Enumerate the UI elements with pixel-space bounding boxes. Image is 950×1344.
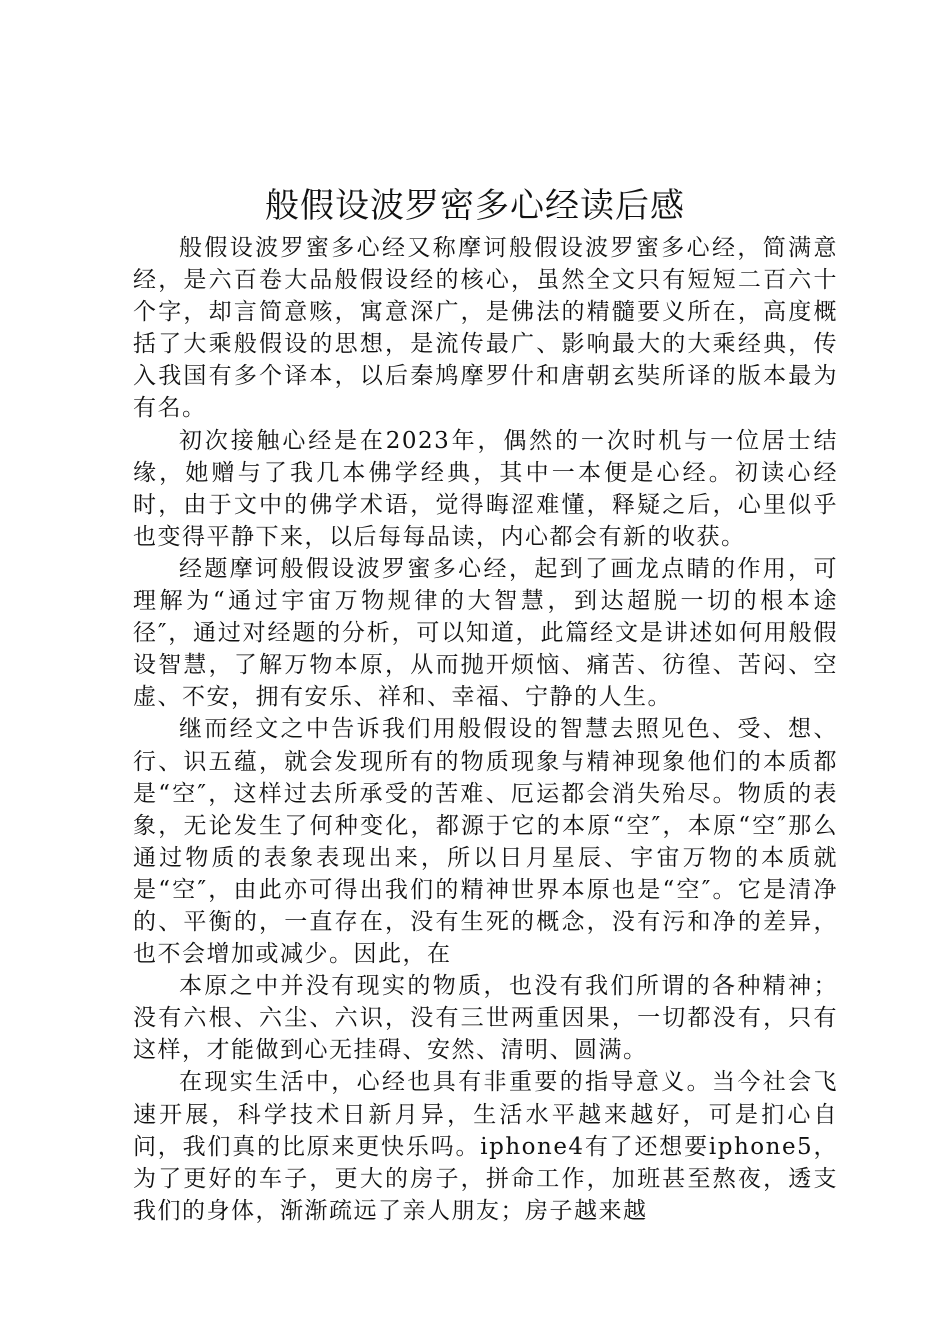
document-body	[133, 232, 838, 1227]
paragraph-3: 经题摩诃般假设波罗蜜多心经，起到了画龙点睛的作用，可理解为“通过宇宙万物规律的大智慧，到达超脱一切的根本途径″，通过对经题的分析，可以知道，此篇经文是讲述如何用般假设智慧，了解万物本原，从而抛开烦恼、痛苦、彷徨、苦闷、空虚、不安，拥有安乐、祥和、幸福、宁静的人生。	[133, 555, 838, 711]
paragraph-6: 在现实生活中，心经也具有非重要的指导意义。当今社会飞速开展，科学技术日新月异，生活水平越来越好，可是扪心自问，我们真的比原来更快乐吗。iphone4有了还想要iphone5，为了更好的车子，更大的房子，拼命工作，加班甚至熬夜，透支我们的身体，渐渐疏远了亲人朋友；房子越来越	[133, 1069, 838, 1224]
paragraph-5: 本原之中并没有现实的物质，也没有我们所谓的各种精神；没有六根、六尘、六识，没有三世两重因果，一切都没有，只有这样，才能做到心无挂碍、安然、清明、圆满。	[133, 973, 838, 1064]
document-title: 般假设波罗密多心经读后感	[265, 186, 685, 226]
paragraph-4: 继而经文之中告诉我们用般假设的智慧去照见色、受、想、行、识五蕴，就会发现所有的物质现象与精神现象他们的本质都是“空″，这样过去所承受的苦难、厄运都会消失殆尽。物质的表象，无论发生了何种变化，都源于它的本原“空″，本原“空″那么通过物质的表象表现出来，所以日月星辰、宇宙万物的本质就是“空″，由此亦可得出我们的精神世界本原也是“空″。它是清净的、平衡的，一直存在，没有生死的概念，没有污和净的差异，也不会增加或减少。因此，在	[133, 716, 838, 968]
paragraph-2: 初次接触心经是在2023年，偶然的一次时机与一位居士结缘，她赠与了我几本佛学经典，其中一本便是心经。初读心经时，由于文中的佛学术语，觉得晦涩难懂，释疑之后，心里似乎也变得平静下来，以后每每品读，内心都会有新的收获。	[133, 427, 838, 550]
paragraph-1: 般假设波罗蜜多心经又称摩诃般假设波罗蜜多心经，简满意经，是六百卷大品般假设经的核心，虽然全文只有短短二百六十个字，却言简意赅，寓意深广，是佛法的精髓要义所在，高度概括了大乘般假设的思想，是流传最广、影响最大的大乘经典，传入我国有多个译本，以后秦鸠摩罗什和唐朝玄奘所译的版本最为有名。	[133, 235, 838, 422]
